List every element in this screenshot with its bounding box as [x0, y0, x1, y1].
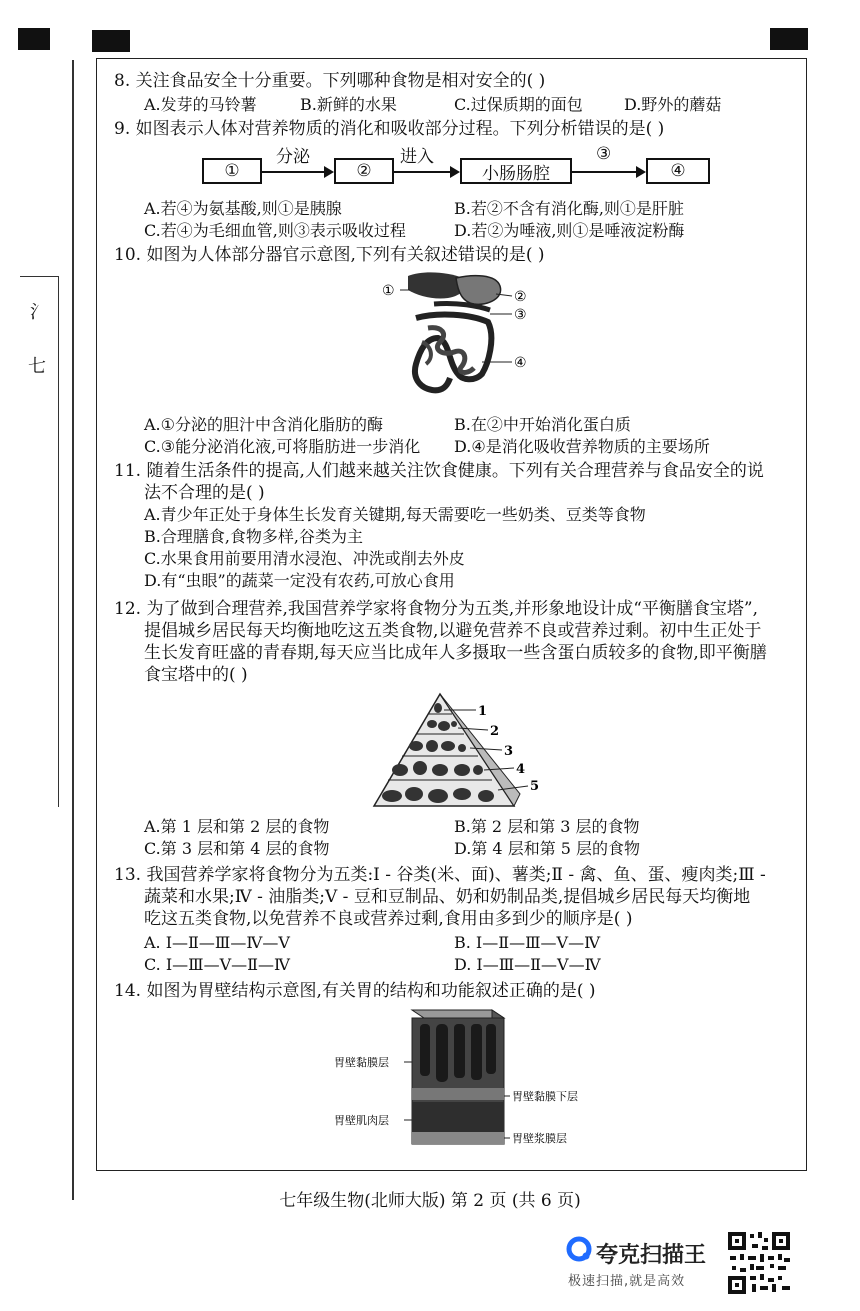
q8-option-a: A.发芽的马铃薯 [144, 95, 257, 114]
scanner-slogan: 极速扫描,就是高效 [568, 1274, 686, 1289]
q9-stem: 9. 如图表示人体对营养物质的消化和吸收部分过程。下列分析错误的是( ) [114, 119, 665, 139]
q13-stem-line-2: 蔬菜和水果;Ⅳ - 油脂类;Ⅴ - 豆和豆制品、奶和奶制品类,提倡城乡居民每天均衡地 [144, 887, 751, 907]
q9-option-a: A.若④为氨基酸,则①是胰腺 [144, 199, 342, 218]
registration-mark-center-left [92, 30, 130, 52]
flow-arrow-3 [572, 171, 640, 173]
organ-label-2: ② [514, 289, 527, 305]
organ-label-4: ④ [514, 355, 527, 371]
q11-option-c: C.水果食用前要用清水浸泡、冲洗或削去外皮 [144, 549, 465, 568]
q12-stem-line-4: 食宝塔中的( ) [144, 665, 248, 685]
pyramid-level-4: 4 [516, 762, 526, 777]
q10-option-b: B.在②中开始消化蛋白质 [454, 415, 631, 434]
flow-label-1: 分泌 [276, 147, 310, 167]
stomach-wall-diagram [330, 1004, 580, 1154]
flow-label-2: 进入 [400, 147, 434, 167]
pyramid-level-5: 5 [530, 779, 540, 794]
scanner-brand: 夸克扫描王 [596, 1243, 707, 1268]
q9-option-c: C.若④为毛细血管,则③表示吸收过程 [144, 221, 406, 240]
q11-stem-line-1: 11. 随着生活条件的提高,人们越来越关注饮食健康。下列有关合理营养与食品安全的说 [114, 461, 764, 481]
flow-box-4: ④ [646, 158, 710, 184]
flow-label-3: ③ [596, 144, 612, 164]
pyramid-level-2: 2 [490, 724, 500, 739]
q13-stem-line-3: 吃这五类食物,以免营养不良或营养过剩,食用由多到少的顺序是( ) [144, 909, 633, 929]
flow-arrow-1 [262, 171, 328, 173]
q13-option-d: D. Ⅰ—Ⅲ—Ⅱ—Ⅴ—Ⅳ [454, 955, 601, 974]
flow-arrowhead-2 [450, 166, 460, 178]
scanner-logo-icon [566, 1236, 592, 1262]
q8-stem: 8. 关注食品安全十分重要。下列哪种食物是相对安全的( ) [114, 71, 546, 91]
side-mark-2: 七 [28, 356, 46, 377]
flow-arrowhead-3 [636, 166, 646, 178]
q13-stem-line-1: 13. 我国营养学家将食物分为五类:Ⅰ - 谷类(米、面)、薯类;Ⅱ - 禽、鱼、蛋、瘦肉类;Ⅲ - [114, 865, 766, 885]
food-pyramid-diagram [370, 690, 550, 814]
q12-stem-line-1: 12. 为了做到合理营养,我国营养学家将食物分为五类,并形象地设计成“平衡膳食宝塔”, [114, 599, 759, 619]
q11-option-a: A.青少年正处于身体生长发育关键期,每天需要吃一些奶类、豆类等食物 [144, 505, 646, 524]
q11-option-b: B.合理膳食,食物多样,谷类为主 [144, 527, 364, 546]
q14-stem: 14. 如图为胃壁结构示意图,有关胃的结构和功能叙述正确的是( ) [114, 981, 596, 1001]
q12-option-d: D.第 4 层和第 5 层的食物 [454, 839, 641, 858]
flow-box-1: ① [202, 158, 262, 184]
qr-code-icon [726, 1230, 792, 1296]
flow-arrow-2 [394, 171, 454, 173]
q12-stem-line-2: 提倡城乡居民每天均衡地吃这五类食物,以避免营养不良或营养过剩。初中生正处于 [144, 621, 762, 641]
q8-option-c: C.过保质期的面包 [454, 95, 583, 114]
q11-option-d: D.有“虫眼”的蔬菜一定没有农药,可放心食用 [144, 571, 455, 590]
pyramid-level-1: 1 [478, 704, 488, 719]
label-muscle: 胃壁肌肉层 [334, 1114, 389, 1127]
q10-option-a: A.①分泌的胆汁中含消化脂肪的酶 [144, 415, 383, 434]
label-submucosa: 胃壁黏膜下层 [512, 1090, 578, 1103]
q10-stem: 10. 如图为人体部分器官示意图,下列有关叙述错误的是( ) [114, 245, 545, 265]
q8-option-b: B.新鲜的水果 [300, 95, 397, 114]
registration-mark-left [18, 28, 50, 50]
digestive-organs-diagram [378, 268, 538, 408]
q12-option-a: A.第 1 层和第 2 层的食物 [144, 817, 330, 836]
page-footer: 七年级生物(北师大版) 第 2 页 (共 6 页) [279, 1191, 581, 1211]
q13-option-b: B. Ⅰ—Ⅱ—Ⅲ—Ⅴ—Ⅳ [454, 933, 601, 952]
q10-option-d: D.④是消化吸收营养物质的主要场所 [454, 437, 710, 456]
q9-option-d: D.若②为唾液,则①是唾液淀粉酶 [454, 221, 685, 240]
q12-option-c: C.第 3 层和第 4 层的食物 [144, 839, 330, 858]
label-serosa: 胃壁浆膜层 [512, 1132, 567, 1145]
organ-label-1: ① [382, 283, 395, 299]
q12-option-b: B.第 2 层和第 3 层的食物 [454, 817, 640, 836]
q8-option-d: D.野外的蘑菇 [624, 95, 722, 114]
organ-label-3: ③ [514, 307, 527, 323]
q9-option-b: B.若②不含有消化酶,则①是肝脏 [454, 199, 684, 218]
binding-line [72, 60, 74, 1200]
q13-option-a: A. Ⅰ—Ⅱ—Ⅲ—Ⅳ—Ⅴ [144, 933, 290, 952]
q12-stem-line-3: 生长发育旺盛的青春期,每天应当比成年人多摄取一些含蛋白质较多的食物,即平衡膳 [144, 643, 767, 663]
registration-mark-right [770, 28, 808, 50]
pyramid-level-3: 3 [504, 744, 514, 759]
flow-box-3: 小肠肠腔 [460, 158, 572, 184]
side-mark-1: 氵 [30, 302, 48, 323]
label-mucosa: 胃壁黏膜层 [334, 1056, 389, 1069]
flow-box-2: ② [334, 158, 394, 184]
q11-stem-line-2: 法不合理的是( ) [144, 483, 265, 503]
q10-option-c: C.③能分泌消化液,可将脂肪进一步消化 [144, 437, 421, 456]
q13-option-c: C. Ⅰ—Ⅲ—Ⅴ—Ⅱ—Ⅳ [144, 955, 291, 974]
flow-arrowhead-1 [324, 166, 334, 178]
